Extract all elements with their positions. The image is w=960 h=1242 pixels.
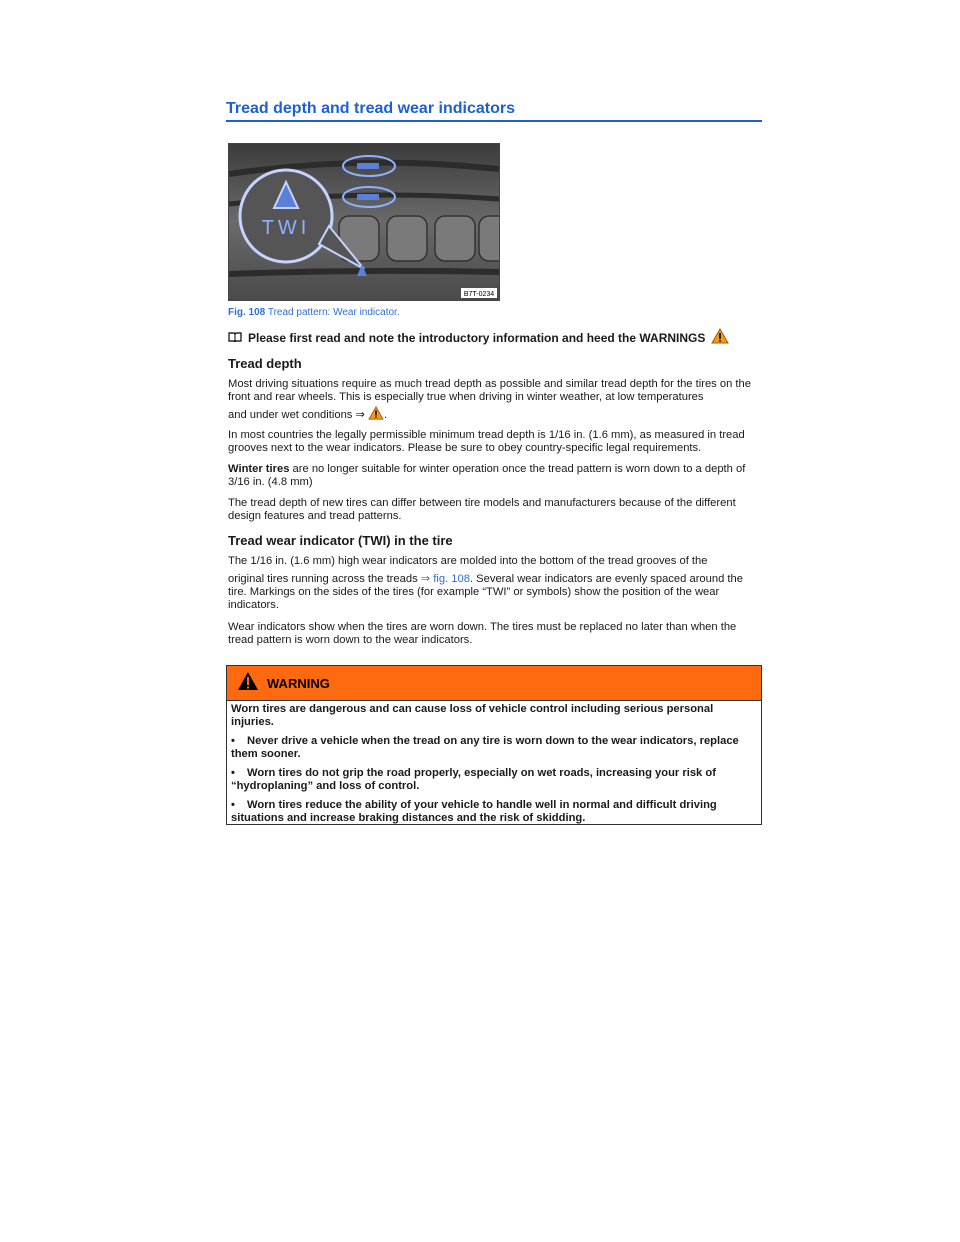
warning-box	[226, 665, 762, 825]
image-code: B7T-0234	[463, 291, 495, 298]
figure-caption-text: Tread pattern: Wear indicator.	[267, 307, 400, 318]
warning-header	[227, 666, 761, 701]
intro-note-text: Please first read and note the introductory information and heed the WARNINGS	[248, 330, 706, 345]
tread-depth-paragraph-1	[228, 378, 762, 404]
warning-bullet: • Worn tires do not grip the road properly, especially on wet roads, increasing your risk of “hydroplaning” and loss of control.	[231, 767, 716, 792]
tread-depth-heading: Tread depth	[228, 356, 302, 371]
winter-tires-text: are no longer suitable for winter operation once the tread pattern is worn down to a depth of 3/16 in. (4.8 mm)	[228, 463, 746, 488]
warning-bullet-text: Worn tires do not grip the road properly, especially on wet roads, increasing your risk of “hydroplaning” and loss of control.	[231, 767, 716, 792]
twi-p1-text-2: . Several wear indicators are evenly spaced around the tire. Markings on the sides of the tires (for example “TWI” or symbols) show the position of the wear indicators.	[228, 573, 743, 611]
figure-108-link[interactable]: ⇒ fig. 108	[420, 573, 470, 585]
tire-tread-figure	[228, 143, 500, 301]
twi-heading: Tread wear indicator (TWI) in the tire	[228, 533, 453, 548]
figure-number: Fig. 108	[228, 307, 266, 318]
tread-depth-p1-period: .	[383, 408, 388, 421]
book-icon	[228, 331, 242, 345]
twi-callout-text: TWI	[261, 217, 311, 239]
tread-depth-paragraph-4: The tread depth of new tires can differ between tire models and manufacturers because of the different design features and tread patterns.	[228, 497, 736, 522]
tread-depth-paragraph-3	[228, 463, 762, 489]
tread-depth-paragraph-1-end	[228, 406, 762, 424]
warning-triangle-icon[interactable]	[368, 406, 384, 424]
warning-bullet: • Never drive a vehicle when the tread on any tire is worn down to the wear indicators, replace them sooner.	[231, 735, 739, 760]
twi-paragraph-1-cont	[228, 573, 762, 612]
tread-depth-p1-text-2: and under wet conditions ⇒	[228, 408, 365, 421]
twi-paragraph-1: The 1/16 in. (1.6 mm) high wear indicators are molded into the bottom of the tread grooves of the	[228, 555, 708, 567]
twi-paragraph-2: Wear indicators show when the tires are worn down. The tires must be replaced no later than when the tread pattern is worn down to the wear indicators.	[228, 621, 737, 646]
intro-note	[228, 328, 762, 347]
warning-bullet-text: Never drive a vehicle when the tread on any tire is worn down to the wear indicators, replace them sooner.	[231, 735, 739, 760]
tire-tread-illustration	[229, 144, 499, 300]
warning-triangle-icon[interactable]	[711, 328, 729, 347]
section-title: Tread depth and tread wear indicators	[226, 100, 762, 122]
tread-depth-paragraph-2: In most countries the legally permissible minimum tread depth is 1/16 in. (1.6 mm), as measured in tread grooves next to the wear indicators. Please be sure to obey country-specific legal requirements.	[228, 429, 745, 454]
warning-label: WARNING	[267, 675, 330, 691]
warning-intro: Worn tires are dangerous and can cause loss of vehicle control including serious personal injuries.	[231, 703, 714, 728]
warning-triangle-icon	[237, 671, 259, 696]
winter-tires-term: Winter tires	[228, 463, 290, 475]
figure-caption	[228, 307, 400, 318]
twi-p1-text: original tires running across the treads	[228, 573, 421, 585]
tread-depth-p1-text: Most driving situations require as much tread depth as possible and similar tread depth for the tires on the front and rear wheels. This is especially true when driving in winter weather, at low temperatures	[228, 378, 751, 403]
warning-bullet-text: Worn tires reduce the ability of your vehicle to handle well in normal and difficult driving situations and increase braking distances and the risk of skidding.	[231, 799, 717, 824]
warning-body	[227, 701, 761, 833]
warning-bullet: • Worn tires reduce the ability of your vehicle to handle well in normal and difficult driving situations and increase braking distances and the risk of skidding.	[231, 799, 717, 824]
